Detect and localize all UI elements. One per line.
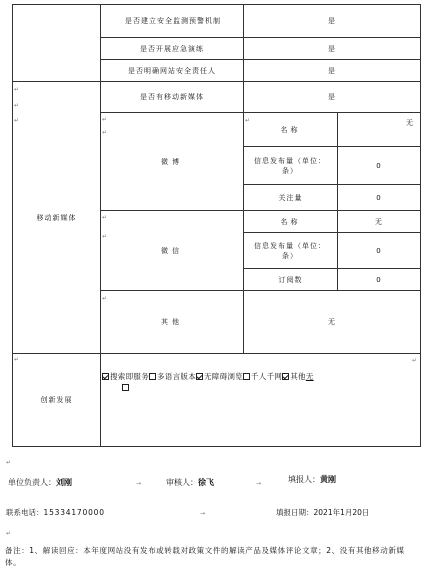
option-label: 无障碍浏览 <box>204 372 243 381</box>
paragraph-mark-icon: ↵ <box>102 116 108 123</box>
weibo-name-label: 名称 <box>280 125 301 134</box>
weibo-followers-value: 0 <box>376 193 382 202</box>
other-label: 其他 <box>161 318 183 326</box>
weibo-label: 微博 <box>161 157 183 166</box>
checkbox-empty-icon[interactable] <box>122 384 129 391</box>
wechat-name-label: 名称 <box>280 217 301 226</box>
tab-arrow-icon: → <box>256 480 262 487</box>
mobile-section-label: 移动新媒体 <box>36 213 77 222</box>
tab-arrow-icon: → <box>200 510 206 517</box>
option-label: 搜索即服务 <box>110 372 149 381</box>
responsible-value: 是 <box>328 66 336 75</box>
option-personalized[interactable] <box>243 372 282 381</box>
paragraph-mark-icon: ↵ <box>6 530 12 537</box>
other-value: 无 <box>328 318 336 326</box>
option-label: 千人千网 <box>251 372 283 381</box>
option-search-service[interactable] <box>102 372 149 381</box>
paragraph-mark-icon: ↵ <box>102 129 108 136</box>
phone-label: 联系电话： <box>6 508 44 517</box>
fill-date <box>276 508 369 518</box>
option-other-value: 无 <box>305 372 314 381</box>
paragraph-mark-icon: ↵ <box>14 356 20 363</box>
paragraph-mark-icon: ↵ <box>245 117 251 124</box>
option-label: 多语言版本 <box>157 372 196 381</box>
wechat-name-value: 无 <box>375 217 383 226</box>
date-label: 填报日期： <box>276 508 314 517</box>
option-label: 其他 <box>290 372 306 381</box>
option-other[interactable] <box>282 372 313 381</box>
leader-name: 刘刚 <box>56 478 72 487</box>
paragraph-mark-icon: ↵ <box>14 102 20 109</box>
leader-signature <box>8 478 72 488</box>
paragraph-mark-icon: ↵ <box>412 357 418 364</box>
innovation-options <box>102 371 420 393</box>
paragraph-mark-icon: ↵ <box>14 86 20 93</box>
emergency-value: 是 <box>328 44 336 53</box>
reviewer-name: 徐飞 <box>198 478 214 487</box>
paragraph-mark-icon: ↵ <box>6 459 12 466</box>
paragraph-mark-icon: ↵ <box>102 295 108 302</box>
checkbox-checked-icon[interactable] <box>282 373 289 380</box>
checkbox-empty-icon[interactable] <box>243 373 250 380</box>
tab-arrow-icon: → <box>136 480 142 487</box>
wechat-label: 微信 <box>161 246 183 255</box>
monitor-label: 是否建立安全监测预警机制 <box>125 17 221 25</box>
wechat-subscribers-value: 0 <box>376 275 382 284</box>
checkbox-empty-icon[interactable] <box>149 373 156 380</box>
footnote: 备注：1、解读回应：本年度网站没有发布或转载对政策文件的解读产品及媒体评论文章；2、没有其他移动新媒体。 <box>5 546 405 567</box>
weibo-name-value: 无 <box>406 119 414 127</box>
weibo-followers-label: 关注量 <box>278 193 303 202</box>
reviewer-label: 审核人： <box>166 478 198 487</box>
wechat-posts-label: 信息发布量（单位：条） <box>254 241 326 260</box>
has-media-label: 是否有移动新媒体 <box>140 93 204 101</box>
wechat-subscribers-label: 订阅数 <box>278 275 303 284</box>
filler-name: 黄刚 <box>320 475 336 484</box>
responsible-label: 是否明确网站安全责任人 <box>128 66 216 75</box>
option-accessibility[interactable] <box>196 372 243 381</box>
date-value: 2021年1月20日 <box>313 508 370 517</box>
table-line-bottom <box>12 446 421 447</box>
option-multilanguage[interactable] <box>149 372 196 381</box>
phone-value: 15334170000 <box>43 508 105 517</box>
filler-signature <box>288 475 336 485</box>
paragraph-mark-icon: ↵ <box>102 233 108 240</box>
paragraph-mark-icon: ↵ <box>14 117 20 124</box>
weibo-posts-value: 0 <box>376 161 382 170</box>
paragraph-mark-icon: ↵ <box>102 214 108 221</box>
emergency-label: 是否开展应急演练 <box>140 44 204 53</box>
reviewer-signature <box>166 478 214 488</box>
table-border-right <box>420 4 421 447</box>
leader-label: 单位负责人： <box>8 478 56 487</box>
checkbox-checked-icon[interactable] <box>102 373 109 380</box>
checkbox-checked-icon[interactable] <box>196 373 203 380</box>
innovation-label: 创新发展 <box>40 396 73 404</box>
contact-phone <box>6 508 105 518</box>
wechat-posts-value: 0 <box>376 246 382 255</box>
weibo-posts-label: 信息发布量（单位：条） <box>254 156 326 175</box>
filler-label: 填报人： <box>288 475 320 484</box>
monitor-value: 是 <box>328 17 336 25</box>
has-media-value: 是 <box>328 93 336 101</box>
